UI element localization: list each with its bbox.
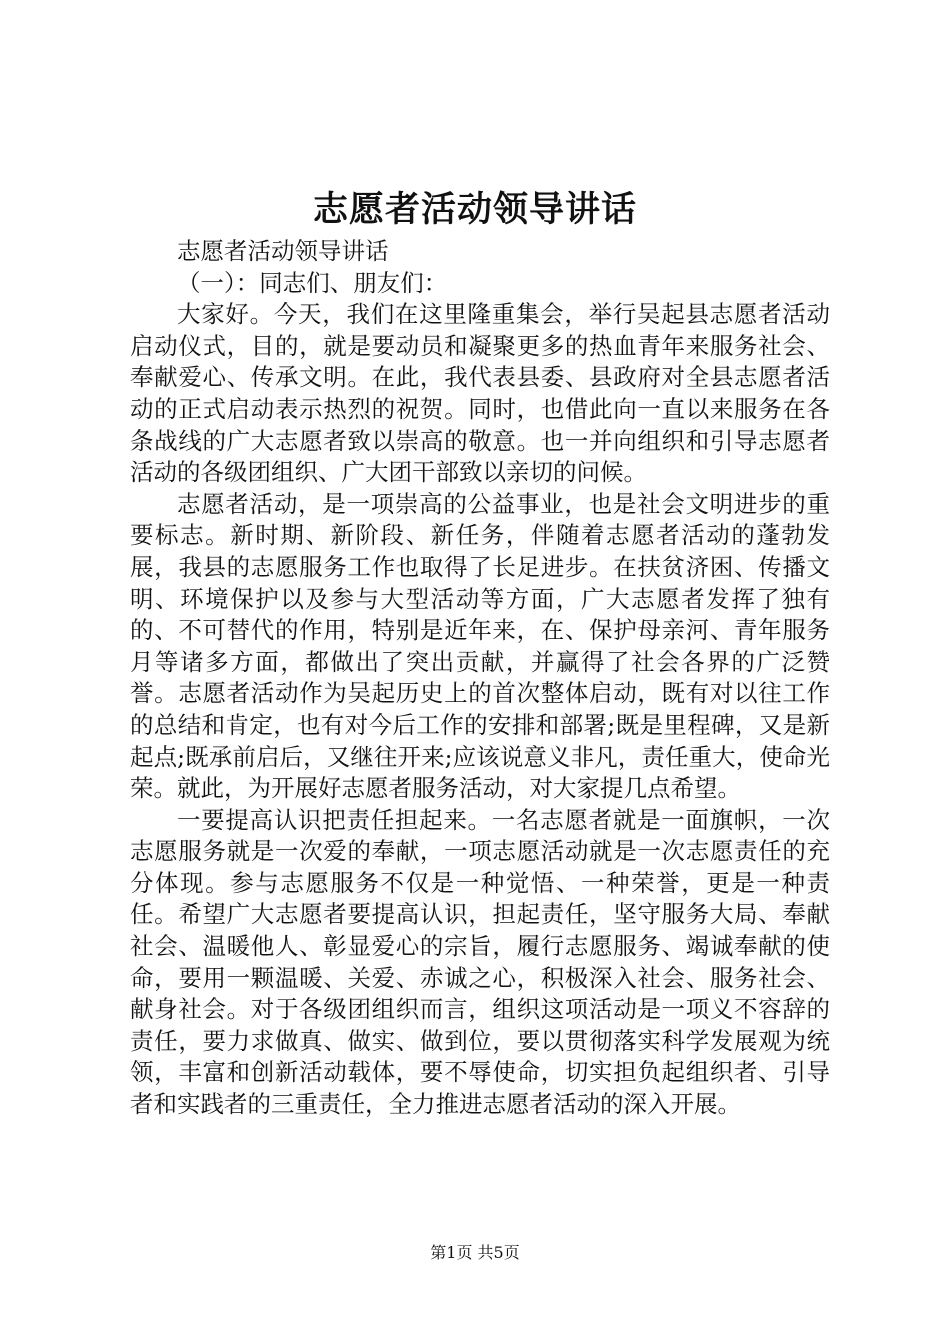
paragraph-significance: 志愿者活动，是一项崇高的公益事业，也是社会文明进步的重要标志。新时期、新阶段、新任务，伴随着志愿者活动的蓬勃发展，我县的志愿服务工作也取得了长足进步。在扶贫济困、传播文明、环境保护以及参与大型活动等方面，广大志愿者发挥了独有的、不可替代的作用，特别是近年来，在、保护母亲河、青年服务月等诸多方面，都做出了突出贡献，并赢得了社会各界的广泛赞誉。志愿者活动作为吴起历史上的首次整体启动，既有对以往工作的总结和肯定，也有对今后工作的安排和部署;既是里程碑，又是新起点;既承前启后，又继往开来;应该说意义非凡，责任重大，使命光荣。就此，为开展好志愿者服务活动，对大家提几点希望。 (130, 489, 830, 803)
paragraph-subtitle: 志愿者活动领导讲话 (177, 237, 389, 265)
page-indicator: 第1页 共5页 (430, 1243, 520, 1262)
paragraph-greeting: 大家好。今天，我们在这里隆重集会，举行吴起县志愿者活动启动仪式，目的，就是要动员和凝聚更多的热血青年来服务社会、奉献爱心、传承文明。在此，我代表县委、县政府对全县志愿者活动的正式启动表示热烈的祝贺。同时，也借此向一直以来服务在各条战线的广大志愿者致以崇高的敬意。也一并向组织和引导志愿者活动的各级团组织、广大团干部致以亲切的问候。 (130, 300, 830, 487)
paragraph-responsibility: 一要提高认识把责任担起来。一名志愿者就是一面旗帜，一次志愿服务就是一次爱的奉献，一项志愿活动就是一次志愿责任的充分体现。参与志愿服务不仅是一种觉悟、一种荣誉，更是一种责任。希望广大志愿者要提高认识，担起责任，坚守服务大局、奉献社会、温暖他人、彰显爱心的宗旨，履行志愿服务、竭诚奉献的使命，要用一颗温暖、关爱、赤诚之心，积极深入社会、服务社会、献身社会。对于各级团组织而言，组织这项活动是一项义不容辞的责任，要力求做真、做实、做到位，要以贯彻落实科学发展观为统领，丰富和创新活动载体，要不辱使命，切实担负起组织者、引导者和实践者的三重责任，全力推进志愿者活动的深入开展。 (130, 805, 830, 1119)
document-title: 志愿者活动领导讲话 (312, 189, 637, 230)
paragraph-salutation: （一）：同志们、朋友们： (177, 268, 448, 297)
document-body (130, 236, 830, 1121)
